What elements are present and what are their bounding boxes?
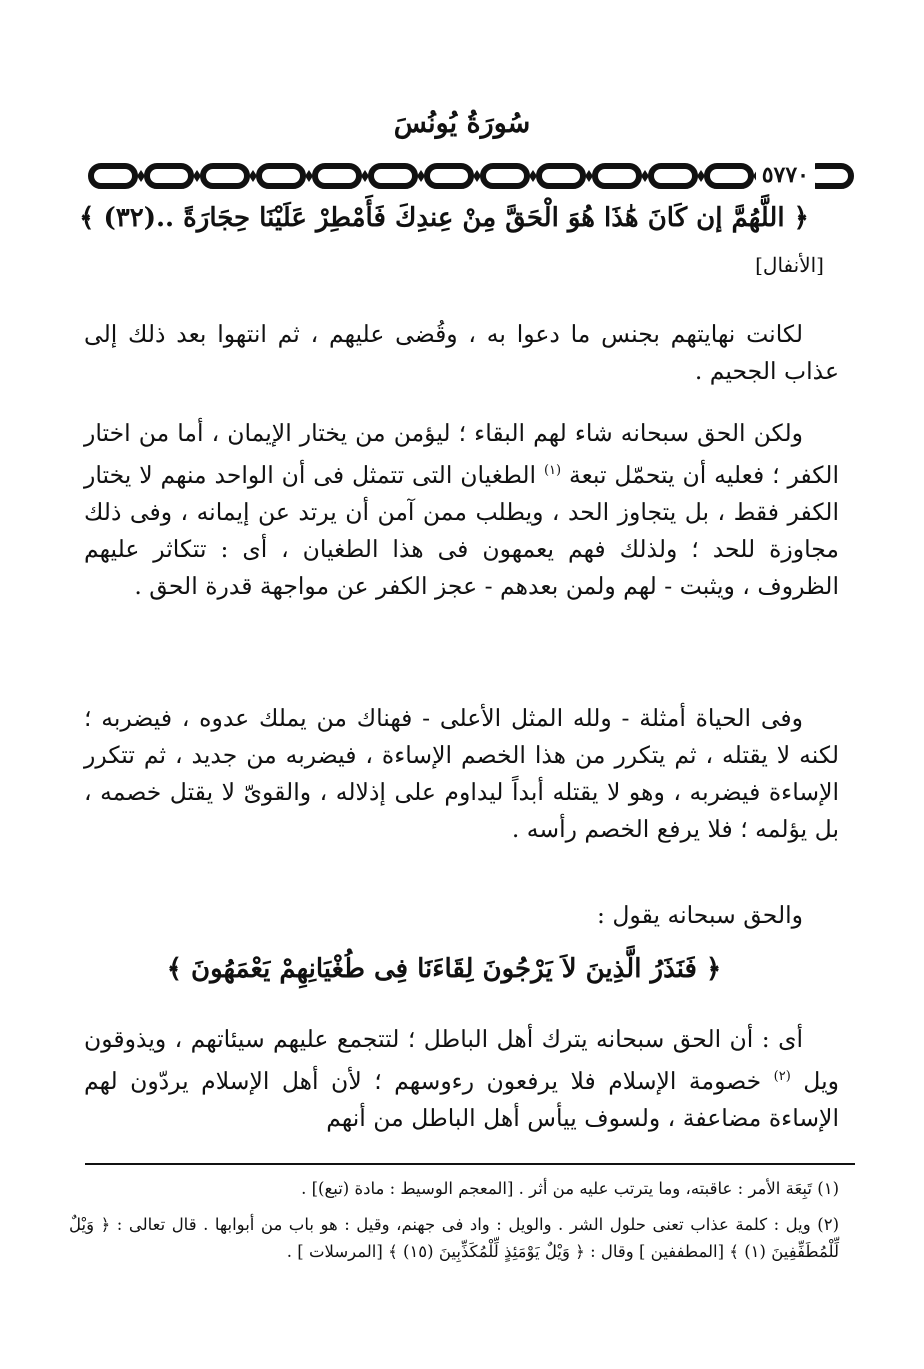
quran-verse-anfal: ﴿ اللَّهُمَّ إن كَانَ هَٰذَا هُوَ الْحَقَّ مِنْ عِندِكَ فَأَمْطِرْ عَلَيْنَا حِجَارَةً ..(٣٢) ﴾: [79, 203, 809, 233]
paragraph-5-part-b: خصومة الإسلام فلا يرفعون رءوسهم ؛ لأن أهل الإسلام يردّون لهم الإساءة مضاعفة ، ولسوف ييأس أهل الباطل من أنهم: [84, 1066, 839, 1132]
footnote-marker-2[interactable]: (٢): [773, 1069, 791, 1084]
page-number: ٥٧٧٠: [756, 160, 815, 190]
footnote-2: (٢) ويل : كلمة عذاب تعنى حلول الشر . والويل : واد فى جهنم، وقيل : هو باب من أبوابها . قال تعالى : ﴿ وَيْلٌ لِّلْمُطَفِّفِينَ (١) ﴾ [المطففين ] وقال : ﴿ وَيْلٌ يَوْمَئِذٍ لِّلْمُكَذِّبِينَ (١٥) ﴾ [المرسلات ] .: [69, 1215, 839, 1261]
footnote-divider: [85, 1163, 855, 1165]
paragraph-2-part-a: ولكن الحق سبحانه شاء لهم البقاء ؛ ليؤمن من يختار الإيمان ، أما من اختار الكفر ؛ فعليه أن يتحمّل تبعة: [84, 419, 839, 489]
footnote-1: (١) تَبِعَة الأمر : عاقبته، وما يترتب عليه من أثر . [المعجم الوسيط : مادة (تبع)] .: [301, 1179, 839, 1198]
footnote-marker-1[interactable]: (١): [543, 463, 562, 478]
surah-title: سُورَةُ يُونُسَ: [393, 108, 531, 139]
paragraph-3: وفى الحياة أمثلة - ولله المثل الأعلى - فهناك من يملك عدوه ، فيضربه ؛ لكنه لا يقتله ، ثم يتكرر من هذا الخصم الإساءة ، فيضربه من جديد ، ثم تتكرر الإساءة فيضربه ، وهو لا يقتله أبداً ليداوم على إذلاله ، والقوىّ لا يقتل خصمه ، بل يؤلمه ؛ فلا يرفع الخصم رأسه .: [84, 704, 839, 843]
paragraph-2: [84, 415, 839, 605]
verse-reference: [الأنفال]: [755, 253, 824, 277]
quran-verse-yunus: ﴿ فَنَذَرُ الَّذِينَ لاَ يَرْجُونَ لِقَاءَنَا فِى طُغْيَانِهِمْ يَعْمَهُونَ ﴾: [166, 954, 722, 984]
paragraph-5-part-a: أى : أن الحق سبحانه يترك أهل الباطل ؛ لتتجمع عليهم سيئاتهم ، ويذوقون ويل: [84, 1025, 839, 1095]
paragraph-1: لكانت نهايتهم بجنس ما دعوا به ، وقُضى عليهم ، ثم انتهوا بعد ذلك إلى عذاب الجحيم .: [84, 320, 839, 385]
page-header: [85, 158, 855, 194]
paragraph-4: والحق سبحانه يقول :: [596, 901, 803, 929]
paragraph-5: [84, 1021, 839, 1137]
ornamental-chain-divider: [85, 158, 855, 194]
paragraph-2-part-b: الطغيان التى تتمثل فى أن الواحد منهم لا يختار الكفر فقط ، بل يتجاوز الحد ، ويطلب ممن آمن أن يرتد عن إيمانه ، وفى ذلك مجاوزة للحد ؛ ولذلك فهم يعمهون فى هذا الطغيان ، أى : تتكاثر عليهم الظروف ، ويثبت - لهم ولمن بعدهم - عجز الكفر عن مواجهة قدرة الحق .: [84, 460, 839, 600]
